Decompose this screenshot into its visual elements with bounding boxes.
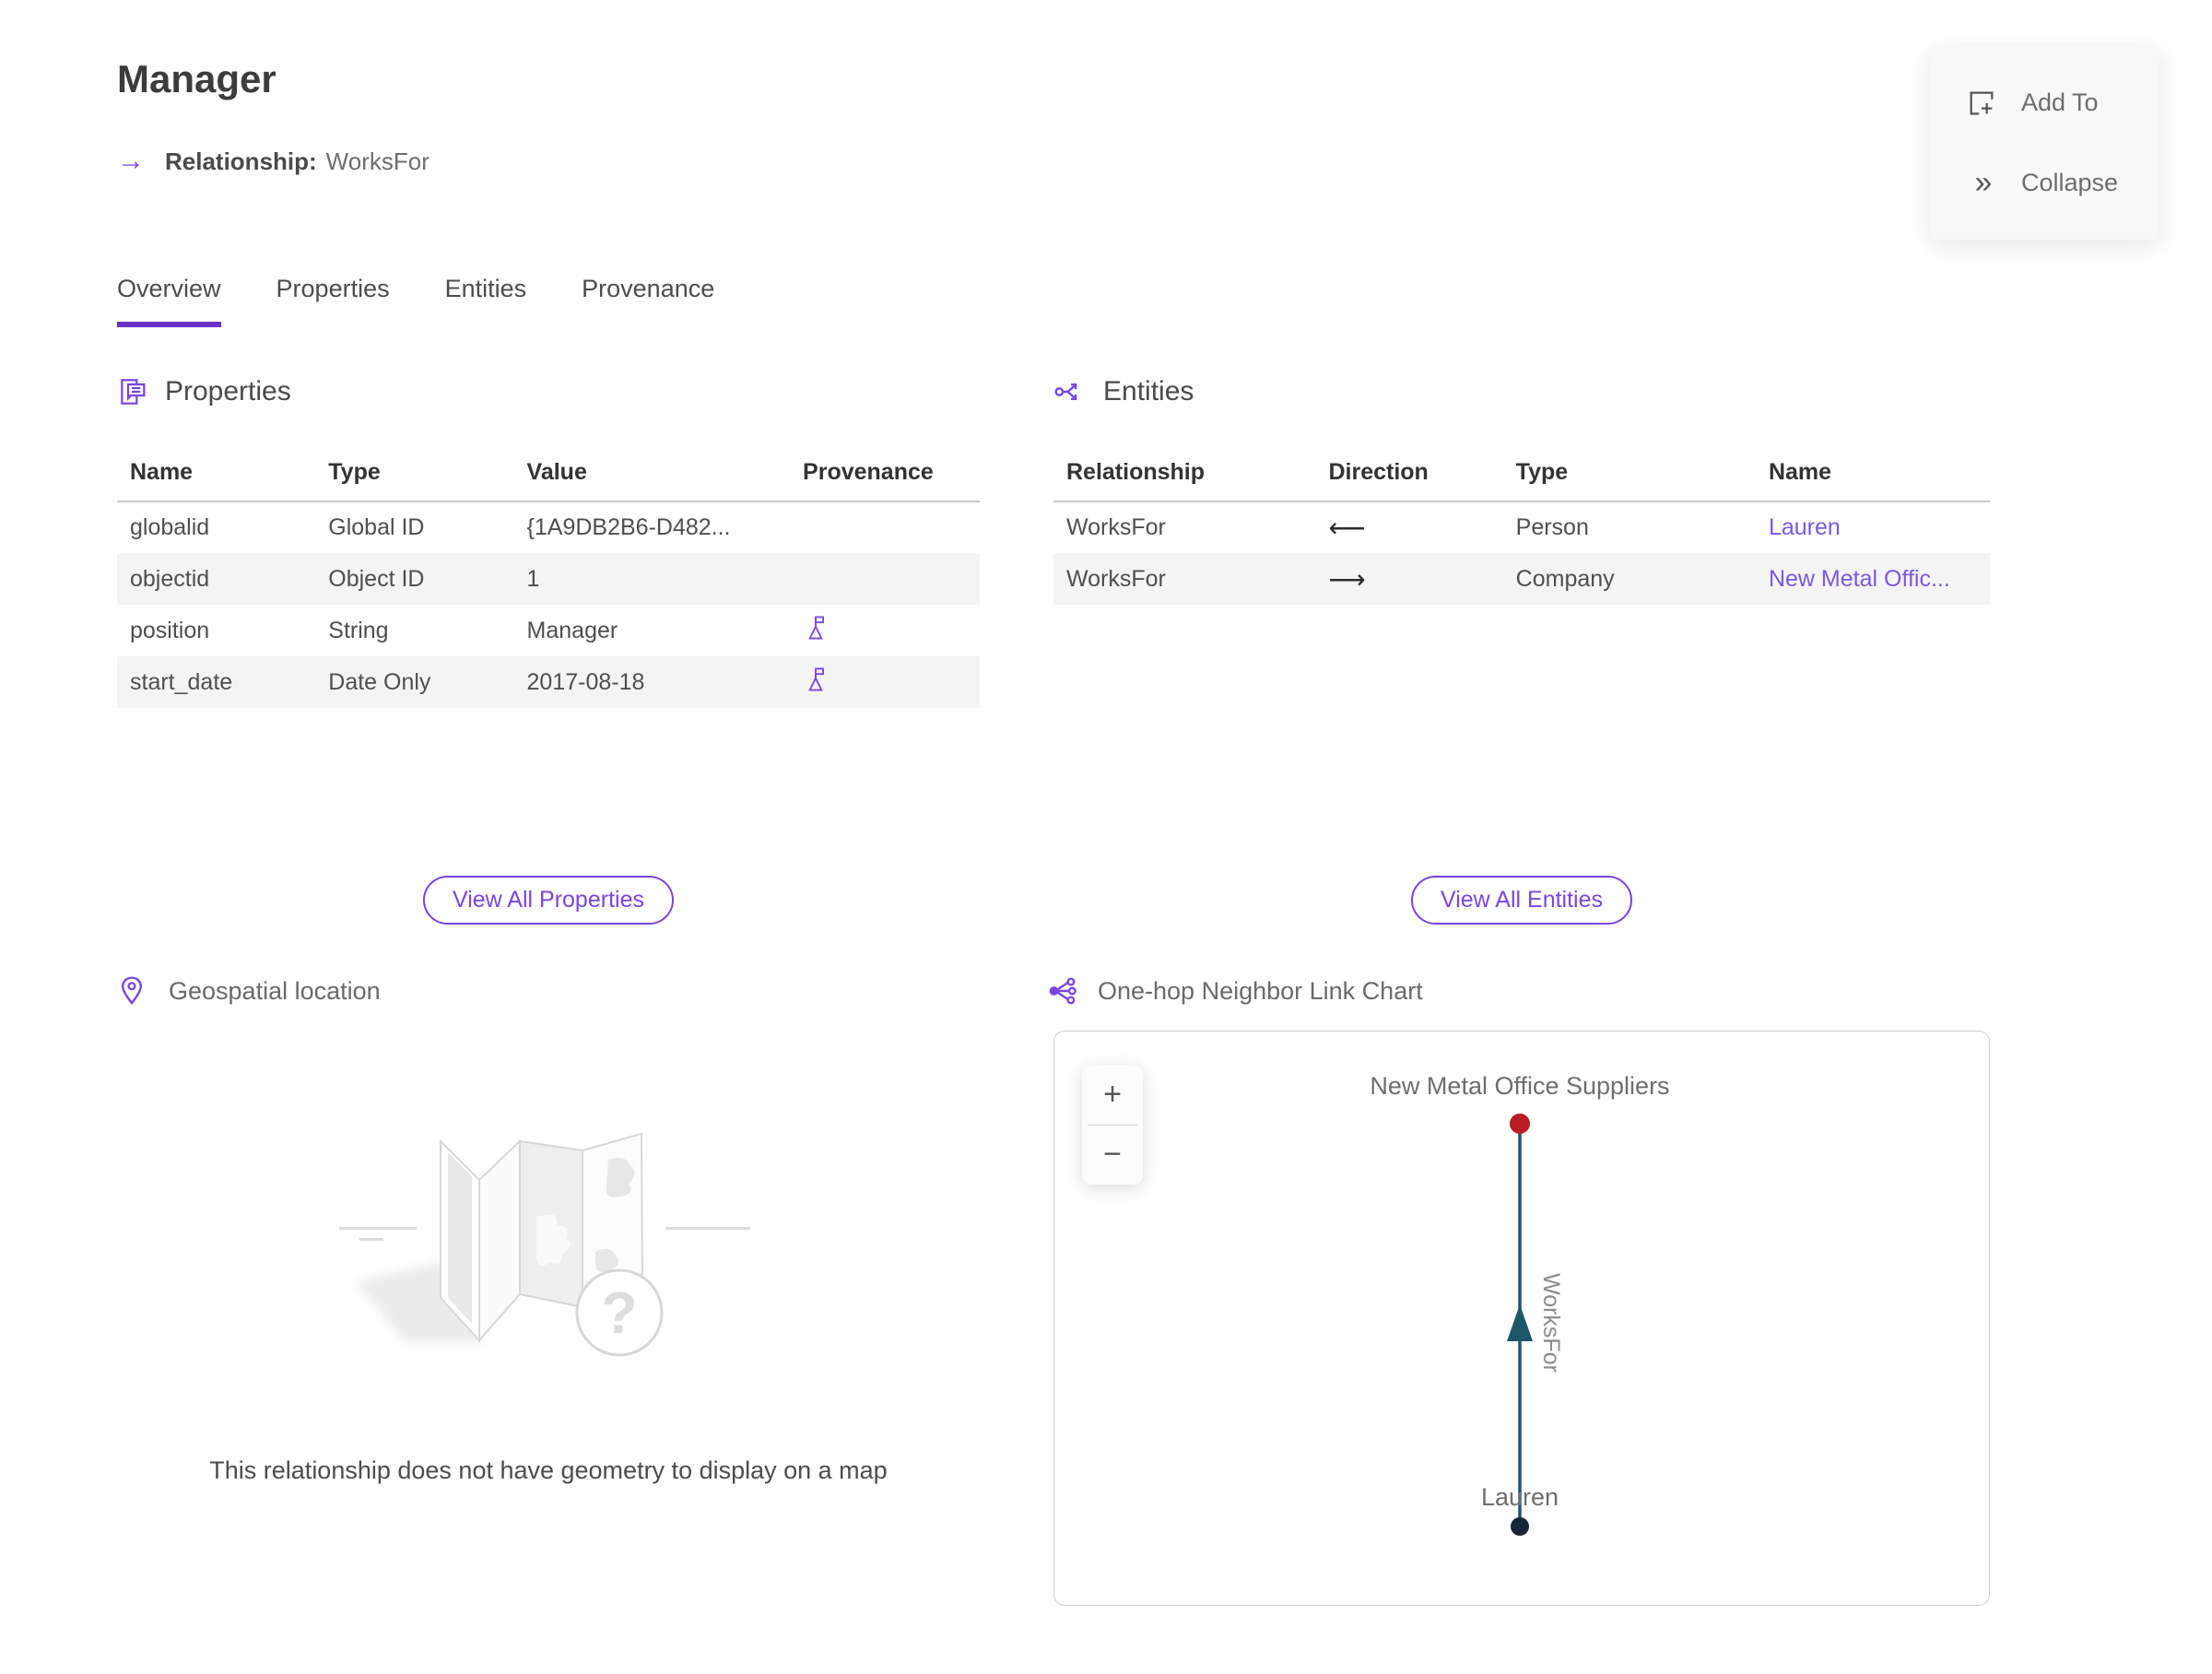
relationship-value: WorksFor [325,147,429,175]
add-to-label: Add To [2021,88,2099,116]
collapse-icon: » [1974,165,1989,200]
entity-relationship: WorksFor [1066,514,1166,540]
property-provenance [790,605,980,656]
action-panel [1931,46,2159,240]
property-provenance [790,501,980,553]
properties-list-icon [117,377,147,407]
provenance-flag-icon[interactable] [803,666,829,693]
map-placeholder [332,1123,774,1372]
edge-arrowhead-icon [1507,1304,1533,1341]
view-all-entities-button[interactable]: View All Entities [1411,876,1632,925]
link-chart-title: One-hop Neighbor Link Chart [1098,976,1423,1005]
table-row [1053,501,1990,553]
col-type: Type [1503,444,1756,501]
entity-type: Company [1515,565,1615,592]
company-node[interactable] [1510,1114,1530,1134]
add-to-icon [1966,88,1997,119]
properties-header-row [117,444,980,501]
relationship-label: Relationship: [165,147,317,175]
entities-table [1053,444,1990,605]
property-provenance [790,553,980,605]
entities-section-title: Entities [1103,376,1194,407]
entity-name-link[interactable]: New Metal Offic... [1768,565,1950,592]
col-direction: Direction [1315,444,1502,501]
provenance-flag-icon[interactable] [803,614,829,642]
tab-entities[interactable]: Entities [444,275,527,302]
entity-relationship: WorksFor [1066,565,1166,592]
zoom-out-button[interactable]: − [1082,1126,1143,1185]
edge-label: WorksFor [1538,1273,1564,1373]
view-all-properties-button[interactable]: View All Properties [423,876,674,925]
property-type: Global ID [328,514,425,540]
property-value: Manager [526,617,618,643]
collapse-label: Collapse [2021,169,2119,196]
col-name: Name [117,444,315,501]
no-geometry-map-illustration [332,1123,774,1372]
one-hop-link-icon [1046,975,1077,1007]
geospatial-title: Geospatial location [169,976,381,1005]
link-chart-canvas[interactable] [1053,1031,1990,1606]
property-type: Object ID [328,565,425,592]
col-provenance: Provenance [790,444,980,501]
geospatial-section-header [117,975,381,1007]
tab-overview[interactable]: Overview [117,275,221,327]
col-name: Name [1756,444,1990,501]
table-row [117,605,980,656]
add-to-button[interactable] [1931,88,2159,119]
page-title: Manager [117,57,276,100]
property-value: 2017-08-18 [526,668,645,695]
properties-section-title: Properties [165,376,291,407]
entities-link-icon [1053,376,1085,407]
relationship-arrow-icon: → [117,146,145,176]
property-type: Date Only [328,668,431,695]
col-relationship: Relationship [1053,444,1315,501]
col-value: Value [514,444,791,501]
direction-left-arrow-icon: ⟵ [1328,513,1366,542]
tab-properties[interactable]: Properties [276,275,390,302]
table-row [117,553,980,605]
bottom-node-label: Lauren [1480,1483,1559,1511]
map-pin-icon [117,975,147,1007]
entities-header-row [1053,444,1990,501]
property-name: globalid [130,514,210,540]
link-chart-graph [1054,1032,1989,1605]
property-provenance [790,656,980,708]
col-type: Type [315,444,513,501]
properties-panel [117,376,980,925]
entity-type: Person [1515,514,1589,540]
no-geometry-message: This relationship does not have geometry to display on a map [209,1456,888,1484]
property-name: objectid [130,565,210,592]
property-value: 1 [526,565,540,592]
zoom-in-button[interactable]: + [1082,1065,1143,1125]
person-node[interactable] [1511,1517,1529,1536]
table-row [117,501,980,553]
property-type: String [328,617,389,643]
properties-table [117,444,980,708]
properties-section-header [117,376,980,407]
relationship-subtitle [117,146,429,177]
top-node-label: New Metal Office Suppliers [1370,1072,1670,1100]
direction-right-arrow-icon: ⟶ [1328,564,1366,594]
entities-panel [1053,376,1990,925]
property-value: {1A9DB2B6-D482... [526,514,731,540]
table-row [1053,553,1990,605]
entity-name-link[interactable]: Lauren [1768,514,1841,540]
table-row [117,656,980,708]
svg-text:?: ? [601,1279,638,1346]
tab-provenance[interactable]: Provenance [582,275,715,302]
link-chart-section-header [1046,975,1423,1007]
entities-section-header [1053,376,1990,407]
property-name: start_date [130,668,233,695]
property-name: position [130,617,210,643]
zoom-control [1082,1065,1143,1185]
tab-bar [117,275,714,327]
collapse-button[interactable] [1931,165,2159,200]
